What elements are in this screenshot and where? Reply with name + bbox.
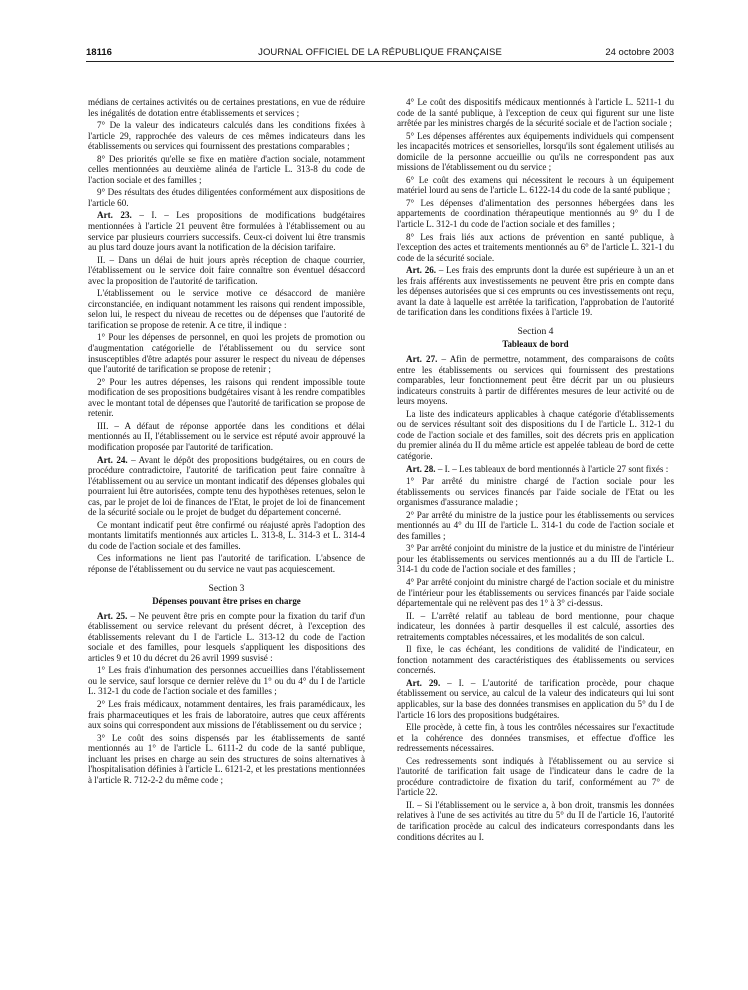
article-number: Art. 24. [97, 454, 128, 465]
page-header [86, 47, 674, 61]
body-paragraph: III. – A défaut de réponse apportée dans les conditions et délai mentionnés au II, l'établissement ou le service est réputé avoir approuvé la modification proposée par l'autorité de tarification. [88, 420, 365, 452]
body-paragraph: II. – Si l'établissement ou le service a, à bon droit, transmis les données relatives à l'une de ses activités au titre du 5° du II de l'article 16, l'autorité de tarification procède au calcul des indicateurs correspondants dans les conditions décrites au I. [397, 799, 674, 842]
section-heading: Section 4 [517, 325, 554, 337]
article-text: – Afin de permettre, notamment, des comparaisons de coûts entre les établissements ou services qui fournissent des prestations comparables, leur fonctionnement peut être décrit par un ou plusieurs indicateurs construits à partir de différentes mesures de leur activité ou de leurs moyens. [397, 354, 674, 407]
body-paragraph: 2° Par arrêté du ministre de la justice pour les établissements ou services mentionnés au 4° du III de l'article L. 314-1 du code de l'action sociale et des familles ; [397, 509, 674, 541]
article-paragraph [397, 354, 674, 407]
article-number: Art. 28. [406, 463, 436, 474]
article-number: Art. 26. [406, 265, 437, 276]
article-number: Art. 25. [97, 610, 128, 621]
body-paragraph: 7° Les dépenses d'alimentation des personnes hébergées dans les appartements de coordination thérapeutique mentionnés au 9° du I de l'article L. 312-1 du code de l'action sociale et des familles ; [397, 197, 674, 230]
article-text: – I. – Les tableaux de bord mentionnés à l'article 27 sont fixés : [435, 463, 669, 474]
article-paragraph [397, 464, 674, 475]
body-paragraph: L'établissement ou le service motive ce désaccord de manière circonstanciée, en indiquant notamment les raisons qui rendent impossible, selon lui, le respect du niveau de recettes ou de dépenses que l'autorité de tarification se propose de retenir. A ce titre, il indique : [88, 288, 365, 330]
body-paragraph: 5° Les dépenses afférentes aux équipements individuels qui compensent les incapacités motrices et sensorielles, lorsqu'ils sont également utilisés au domicile de la personne accueillie ou qu'ils ne correspondent pas aux missions de l'établissement ou du service ; [397, 130, 674, 173]
article-paragraph [88, 210, 365, 252]
body-paragraph: 3° Par arrêté conjoint du ministre de la justice et du ministre de l'intérieur pour les établissements ou services mentionnés au a du III de l'article L. 314-1 du code de l'action sociale et des familles ; [397, 543, 674, 575]
left-column [88, 97, 365, 967]
body-paragraph: 8° Des priorités qu'elle se fixe en matière d'action sociale, notamment celles mentionnées au deuxième alinéa de l'article L. 313-8 du code de l'action sociale et des familles ; [88, 153, 365, 185]
journal-title: JOURNAL OFFICIEL DE LA RÉPUBLIQUE FRANÇAISE [258, 47, 502, 58]
article-paragraph [88, 455, 365, 518]
body-paragraph: 4° Par arrêté conjoint du ministre chargé de l'action sociale et du ministre de l'intérieur pour les établissements ou services financés par l'aide sociale départementale qui ne relèvent pas des 1° à 3° ci-dessus. [397, 576, 674, 609]
article-text: – I. – Les propositions de modifications budgétaires mentionnées à l'article 21 peuvent être formulées à l'établissement ou au service par plusieurs courriers successifs. Ceux-ci doivent lui être transmis au plus tard douze jours avant la notification de la décision tarifaire. [88, 210, 365, 253]
body-paragraph: II. – Dans un délai de huit jours après réception de chaque courrier, l'établissement ou le service doit faire connaître son éventuel désaccord avec la proposition de l'autorité de tarification. [88, 254, 365, 286]
body-paragraph: Elle procède, à cette fin, à tous les contrôles nécessaires sur l'exactitude et la cohérence des données transmises, et effectue d'office les redressements nécessaires. [397, 722, 674, 754]
body-paragraph: 3° Le coût des soins dispensés par les établissements de santé mentionnés au 1° de l'article L. 6111-2 du code de la santé publique, incluant les prises en charge au sein des structures de soins alternatives à l'hospitalisation définies à l'article L. 6121-2, et les prestations mentionnées à l'article R. 712-2-2 du même code ; [88, 732, 365, 785]
body-paragraph: 7° De la valeur des indicateurs calculés dans les conditions fixées à l'article 29, rapprochée des valeurs de ces mêmes indicateurs dans les établissements ou services qui fournissent des prestations comparables ; [88, 120, 365, 152]
article-text: – Avant le dépôt des propositions budgétaires, ou en cours de procédure contradictoire, l'autorité de tarification peut faire connaître à l'établissement ou au service un montant indicatif des dépenses globales qui pourraient lui être autorisées, compte tenu des hypothèses retenues, selon le cas, par le projet de loi de finances de l'Etat, le projet de loi de financement de la sécurité sociale ou le projet de budget du département concerné. [88, 454, 365, 518]
article-text: – Les frais des emprunts dont la durée est supérieure à un an et les frais afférents aux investissements ne peuvent être pris en compte dans les dépenses autorisées que si ces emprunts ou ces investissements ont reçu, avant la date à laquelle est arrêtée la tarification, l'approbation de l'autorité de tarification dans les conditions fixées à l'article 19. [397, 265, 674, 318]
body-paragraph: 8° Les frais liés aux actions de prévention en santé publique, à l'exception des actes et traitements mentionnés au 6° de l'article L. 321-1 du code de la sécurité sociale. [397, 231, 674, 263]
body-paragraph: Ce montant indicatif peut être confirmé ou réajusté après l'adoption des montants limitatifs mentionnés aux articles L. 313-8, L. 314-3 et L. 314-4 du code de l'action sociale et des familles. [88, 519, 365, 551]
article-text: – Ne peuvent être pris en compte pour la fixation du tarif d'un établissement ou service relevant du présent décret, à l'exception des établissements relevant du I de l'article L. 313-12 du code de l'action sociale et des familles, pour lesquels s'appliquent les dispositions des articles 9 et 10 du décret du 26 avril 1999 susvisé : [88, 610, 365, 663]
body-paragraph: 6° Le coût des examens qui nécessitent le recours à un équipement matériel lourd au sens de l'article L. 6122-14 du code de la santé publique ; [397, 174, 674, 196]
page-number: 18116 [86, 47, 112, 58]
article-number: Art. 29. [406, 677, 441, 688]
body-paragraph: II. – L'arrêté relatif au tableau de bord mentionne, pour chaque indicateur, les données à partir desquelles il est calculé, assorties des retraitements comptables nécessaires, et les modalités de son calcul. [397, 610, 674, 642]
header-rule [86, 61, 674, 62]
article-number: Art. 27. [406, 354, 438, 365]
body-paragraph: 2° Pour les autres dépenses, les raisons qui rendent impossible toute modification de ses propositions budgétaires visant à les rendre compatibles avec le montant total de dépenses que l'autorité de tarification se propose de retenir. [88, 376, 365, 419]
body-paragraph: Il fixe, le cas échéant, les conditions de validité de l'indicateur, en fonction notamment des caractéristiques des établissements ou services concernés. [397, 644, 674, 676]
body-paragraph: 1° Les frais d'inhumation des personnes accueillies dans l'établissement ou le service, sauf lorsque ce dernier relève du 1° ou du 4° du I de l'article L. 312-1 du code de l'action sociale et des familles ; [88, 665, 365, 697]
body-paragraph: médians de certaines activités ou de certaines prestations, en vue de réduire les inégalités de dotation entre établissements et services ; [88, 97, 365, 118]
body-paragraph: La liste des indicateurs applicables à chaque catégorie d'établissements ou de services résultant soit des dispositions du I de l'article L. 312-1 du code de l'action sociale et des familles, soit des décrets pris en application du premier alinéa du II du même article est appelée tableau de bord de cette catégorie. [397, 408, 674, 461]
section-subtitle: Dépenses pouvant être prises en charge [152, 596, 301, 607]
article-text: – I. – L'autorité de tarification procède, pour chaque établissement ou service, au calcul de la valeur des indicateurs qui lui sont applicables, sur la base des données transmises en application du 5° du I de l'article 16 lors des propositions budgétaires. [397, 677, 674, 720]
article-number: Art. 23. [97, 210, 132, 221]
section-heading: Section 3 [208, 582, 245, 594]
right-column [397, 97, 674, 967]
publication-date: 24 octobre 2003 [605, 47, 674, 58]
body-paragraph: 4° Le coût des dispositifs médicaux mentionnés à l'article L. 5211-1 du code de la santé publique, à l'exception de ceux qui figurent sur une liste arrêtée par les ministres chargés de la sécurité sociale et de l'action sociale ; [397, 97, 674, 129]
body-paragraph: Ces redressements sont indiqués à l'établissement ou au service si l'autorité de tarification fait usage de l'indicateur dans le cadre de la procédure contradictoire de fixation du tarif, conformément au 7° de l'article 22. [397, 755, 674, 798]
body-paragraph: 1° Pour les dépenses de personnel, en quoi les projets de promotion ou d'augmentation catégorielle de l'établissement ou du service sont insusceptibles d'être adaptés pour assurer le respect du niveau de dépenses que l'autorité de tarification se propose de retenir ; [88, 332, 365, 375]
section-subtitle: Tableaux de bord [502, 339, 569, 350]
article-paragraph [397, 265, 674, 318]
article-paragraph [88, 611, 365, 664]
body-paragraph: 2° Les frais médicaux, notamment dentaires, les frais paramédicaux, les frais pharmaceutiques et les frais de laboratoire, autres que ceux afférents aux soins qui correspondent aux missions de l'établissement ou du service ; [88, 698, 365, 731]
body-paragraph: Ces informations ne lient pas l'autorité de tarification. L'absence de réponse de l'établissement ou du service ne vaut pas acquiescement. [88, 553, 365, 574]
body-paragraph: 1° Par arrêté du ministre chargé de l'action sociale pour les établissements ou services financés par l'aide sociale de l'Etat ou les organismes d'assurance maladie ; [397, 476, 674, 508]
body-paragraph: 9° Des résultats des études diligentées conformément aux dispositions de l'article 60. [88, 187, 365, 208]
article-paragraph [397, 678, 674, 720]
